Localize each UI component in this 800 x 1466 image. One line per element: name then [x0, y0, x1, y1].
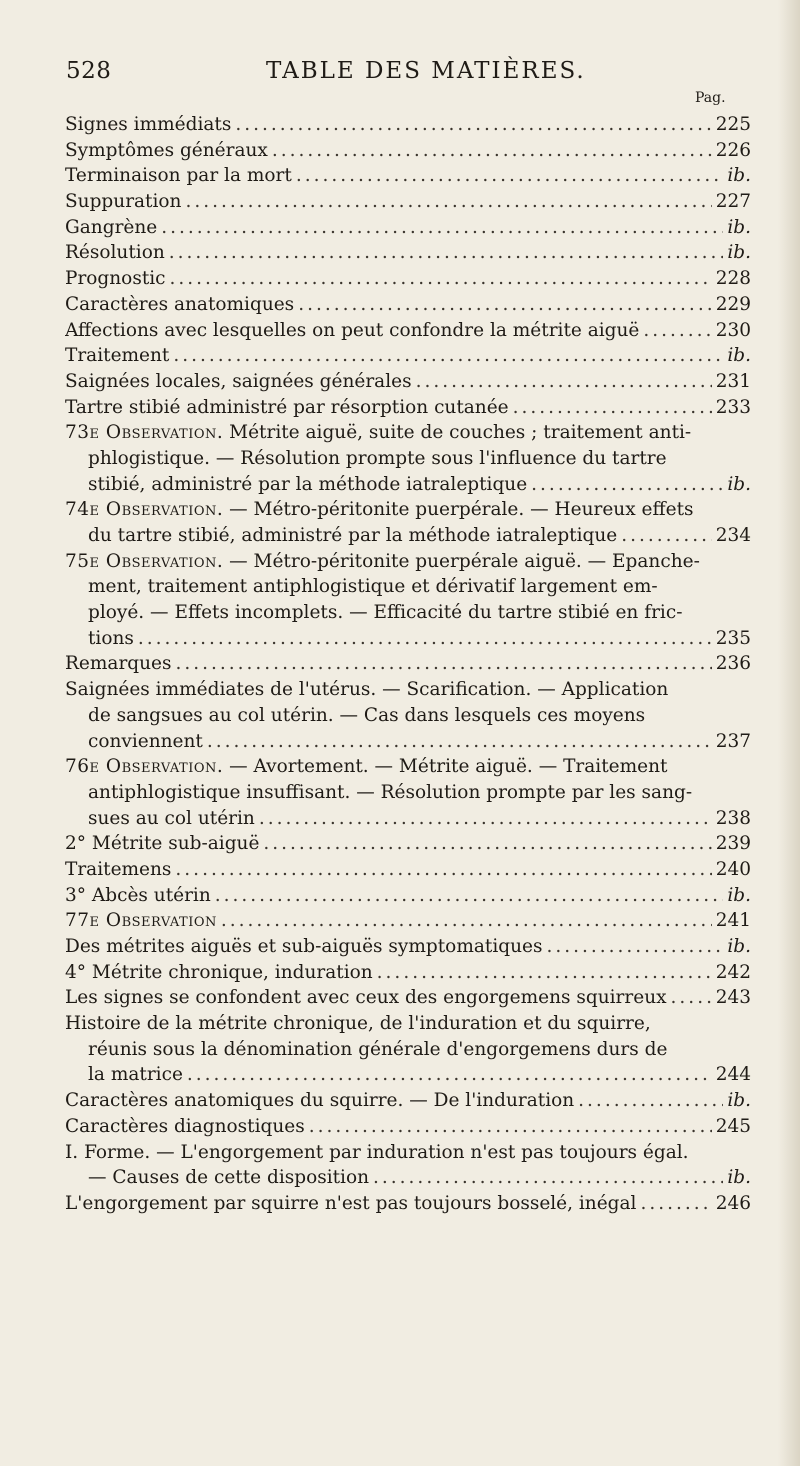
- toc-line: [65, 472, 751, 498]
- toc-line: [65, 677, 751, 703]
- page-ref: 231: [715, 370, 751, 392]
- entry-line-text: 3° Abcès utérin: [65, 884, 211, 906]
- entry-line-text: — Avortement. — Métrite aiguë. — Traitement: [223, 756, 668, 778]
- toc-line: [65, 343, 751, 369]
- observation-label: 75e Observation.: [65, 550, 224, 572]
- toc-line: [65, 1140, 751, 1166]
- toc-entry: [65, 395, 751, 421]
- entry-line-text: sues au col utérin: [88, 807, 255, 829]
- toc-line: [65, 600, 751, 626]
- entry-text: [65, 677, 668, 703]
- toc-entry: [65, 343, 751, 369]
- entry-line-text: Suppuration: [65, 191, 182, 213]
- entry-line-text: Saignées locales, saignées générales: [65, 370, 412, 392]
- entry-text: [65, 831, 259, 857]
- toc-line: [65, 626, 751, 652]
- dot-leader: [185, 189, 711, 215]
- toc-entry: [65, 215, 751, 241]
- toc-line: [65, 138, 751, 164]
- toc-line: [65, 189, 751, 215]
- entry-text: [88, 626, 134, 652]
- toc-line: [65, 703, 751, 729]
- entry-text: [65, 292, 294, 318]
- entry-text: [88, 1037, 667, 1063]
- toc-line: [65, 163, 751, 189]
- entry-text: [88, 472, 527, 498]
- entry-line-text: Signes immédiats: [65, 114, 232, 135]
- page-ref: ib.: [727, 345, 751, 367]
- entry-line-text: Métrite aiguë, suite de couches ; traitement anti-: [223, 422, 692, 444]
- page-ref: 226: [715, 139, 751, 161]
- entry-text: [65, 112, 231, 138]
- dot-leader: [640, 1191, 711, 1217]
- entry-line-text: 4° Métrite chronique, induration: [65, 961, 373, 983]
- toc-entry: [65, 1114, 751, 1140]
- page-ref: 245: [715, 1115, 751, 1137]
- entry-text: [65, 934, 542, 960]
- entry-text: [65, 343, 169, 369]
- toc-entry: [65, 497, 751, 548]
- toc-entry: [65, 883, 751, 909]
- page-ref: 244: [715, 1064, 751, 1086]
- page-ref: 228: [715, 268, 751, 290]
- entry-text: [88, 780, 692, 806]
- entry-text: [65, 215, 157, 241]
- observation-label: 73e Observation.: [65, 422, 224, 444]
- dot-leader: [296, 163, 723, 189]
- entry-line-text: Gangrène: [65, 216, 158, 238]
- toc-line: [65, 112, 751, 138]
- entry-text: [65, 1011, 651, 1037]
- toc-entry: [65, 960, 751, 986]
- toc-line: [65, 651, 751, 677]
- dot-leader: [546, 934, 723, 960]
- dot-leader: [170, 266, 712, 292]
- entry-line-text: de sangsues au col utérin. — Cas dans lesquels ces moyens: [88, 704, 646, 726]
- dot-leader: [169, 240, 723, 266]
- dot-leader: [187, 1062, 712, 1088]
- page-title: TABLE DES MATIÈRES.: [266, 58, 586, 84]
- page-ref: ib.: [727, 242, 751, 264]
- entry-line-text: Résolution: [65, 242, 165, 264]
- toc-entry: [65, 112, 751, 138]
- dot-leader: [578, 1088, 723, 1114]
- toc-line: [65, 831, 751, 857]
- page-ref: ib.: [727, 884, 751, 906]
- toc-line: [65, 960, 751, 986]
- entry-line-text: Saignées immédiates de l'utérus. — Scarification. — Application: [65, 679, 669, 701]
- toc-list: [65, 112, 751, 1217]
- entry-text: [88, 446, 667, 472]
- page-ref: 225: [715, 114, 751, 135]
- observation-label: 74e Observation.: [65, 499, 224, 521]
- entry-line-text: ment, traitement antiphlogistique et dérivatif largement em-: [88, 576, 658, 598]
- dot-leader: [513, 395, 712, 421]
- entry-line-text: Symptômes généraux: [65, 139, 268, 161]
- dot-leader: [298, 292, 712, 318]
- entry-text: [65, 138, 268, 164]
- dot-leader: [373, 1165, 723, 1191]
- toc-line: [65, 1088, 751, 1114]
- toc-entry: [65, 857, 751, 883]
- entry-text: [65, 857, 171, 883]
- toc-line: [65, 1011, 751, 1037]
- toc-line: [65, 780, 751, 806]
- toc-entry: [65, 266, 751, 292]
- entry-text: [65, 163, 292, 189]
- toc-entry: [65, 985, 751, 1011]
- entry-line-text: Caractères diagnostiques: [65, 1115, 305, 1137]
- toc-entry: [65, 163, 751, 189]
- pag-column-label: Pag.: [695, 90, 726, 106]
- dot-leader: [235, 112, 711, 138]
- entry-text: [65, 985, 667, 1011]
- toc-entry: [65, 831, 751, 857]
- entry-text: [65, 266, 166, 292]
- toc-entry: [65, 189, 751, 215]
- entry-text: [65, 189, 181, 215]
- page-ref: ib.: [727, 165, 751, 187]
- entry-text: [65, 369, 412, 395]
- toc-entry: [65, 420, 751, 497]
- toc-entry: [65, 1191, 751, 1217]
- toc-line: [65, 369, 751, 395]
- entry-line-text: L'engorgement par squirre n'est pas toujours bosselé, inégal: [65, 1192, 637, 1214]
- toc-line: [65, 395, 751, 421]
- toc-line: [65, 857, 751, 883]
- entry-line-text: ployé. — Effets incomplets. — Efficacité du tartre stibié en fric-: [88, 602, 683, 624]
- toc-entry: [65, 1011, 751, 1088]
- page-header: [66, 58, 746, 88]
- page-ref: 238: [715, 807, 751, 829]
- toc-entry: [65, 292, 751, 318]
- entry-text: [65, 960, 373, 986]
- page-edge-shadow: [778, 0, 800, 1466]
- toc-entry: [65, 754, 751, 831]
- entry-line-text: — Métro-péritonite puerpérale. — Heureux effets: [223, 499, 694, 521]
- page-number: 528: [66, 58, 112, 84]
- dot-leader: [221, 908, 712, 934]
- entry-text: [88, 1062, 183, 1088]
- page-ref: ib.: [727, 1090, 751, 1112]
- entry-line-text: Remarques: [65, 653, 172, 675]
- page-ref: 243: [715, 987, 751, 1009]
- toc-entry: [65, 934, 751, 960]
- observation-label: 76e Observation.: [65, 756, 224, 778]
- entry-text: [65, 651, 172, 677]
- entry-line-text: I. Forme. — L'engorgement par induration n'est pas toujours égal.: [65, 1141, 689, 1163]
- page-ref: 235: [715, 627, 751, 649]
- toc-entry: [65, 1088, 751, 1114]
- page-ref: 230: [715, 319, 751, 341]
- toc-entry: [65, 369, 751, 395]
- toc-line: [65, 1191, 751, 1217]
- entry-text: [88, 574, 658, 600]
- toc-entry: [65, 651, 751, 677]
- entry-line-text: Terminaison par la mort: [65, 165, 292, 187]
- page-ref: 246: [715, 1192, 751, 1214]
- entry-text: [65, 1088, 574, 1114]
- toc-line: [65, 420, 751, 446]
- entry-line-text: phlogistique. — Résolution prompte sous l'influence du tartre: [88, 447, 667, 469]
- entry-line-text: — Causes de cette disposition: [88, 1167, 370, 1189]
- entry-text: [88, 523, 617, 549]
- entry-text: [65, 318, 639, 344]
- toc-line: [65, 1165, 751, 1191]
- toc-entry: [65, 1140, 751, 1191]
- entry-line-text: Prognostic: [65, 268, 166, 290]
- entry-text: [88, 600, 682, 626]
- dot-leader: [377, 960, 712, 986]
- entry-text: [88, 806, 255, 832]
- entry-line-text: du tartre stibié, administré par la méthode iatraleptique: [88, 525, 618, 546]
- entry-line-text: — Métro-péritonite puerpérale aiguë. — Epanche-: [223, 550, 700, 572]
- toc-entry: [65, 908, 751, 934]
- toc-entry: [65, 138, 751, 164]
- toc-line: [65, 908, 751, 934]
- toc-line: [65, 985, 751, 1011]
- entry-line-text: Affections avec lesquelles on peut confondre la métrite aiguë: [65, 319, 640, 341]
- entry-line-text: stibié, administré par la méthode iatraleptique: [88, 473, 528, 495]
- observation-label: 77e Observation: [65, 910, 217, 932]
- entry-text: [88, 729, 203, 755]
- dot-leader: [176, 651, 712, 677]
- toc-line: [65, 1114, 751, 1140]
- toc-line: [65, 318, 751, 344]
- toc-line: [65, 806, 751, 832]
- dot-leader: [259, 806, 712, 832]
- entry-text: [65, 1114, 305, 1140]
- dot-leader: [175, 857, 711, 883]
- toc-line: [65, 1062, 751, 1088]
- entry-text: [65, 754, 667, 780]
- page-ref: ib.: [727, 473, 751, 495]
- dot-leader: [309, 1114, 712, 1140]
- entry-line-text: conviennent: [88, 730, 203, 752]
- entry-line-text: Tartre stibié administré par résorption cutanée: [65, 396, 509, 418]
- toc-line: [65, 266, 751, 292]
- toc-line: [65, 883, 751, 909]
- page-ref: 229: [715, 293, 751, 315]
- toc-line: [65, 934, 751, 960]
- entry-line-text: antiphlogistique insuffisant. — Résolution prompte par les sang-: [88, 781, 693, 803]
- dot-leader: [671, 985, 712, 1011]
- dot-leader: [138, 626, 712, 652]
- entry-text: [65, 1191, 636, 1217]
- entry-text: [65, 420, 691, 446]
- page-ref: ib.: [727, 216, 751, 238]
- toc-line: [65, 1037, 751, 1063]
- toc-line: [65, 446, 751, 472]
- dot-leader: [416, 369, 712, 395]
- entry-line-text: Des métrites aiguës et sub-aiguës symptomatiques: [65, 936, 543, 957]
- page-ref: 227: [715, 191, 751, 213]
- toc-line: [65, 729, 751, 755]
- toc-entry: [65, 549, 751, 652]
- toc-entry: [65, 318, 751, 344]
- dot-leader: [207, 729, 712, 755]
- entry-text: [65, 240, 165, 266]
- entry-text: [65, 497, 694, 523]
- dot-leader: [173, 343, 723, 369]
- page-ref: 242: [715, 961, 751, 983]
- page-ref: 239: [715, 833, 751, 855]
- page-ref: 233: [715, 396, 751, 418]
- entry-line-text: 2° Métrite sub-aiguë: [65, 833, 260, 855]
- entry-line-text: Histoire de la métrite chronique, de l'induration et du squirre,: [65, 1013, 651, 1035]
- entry-line-text: la matrice: [88, 1064, 183, 1086]
- page-ref: 236: [715, 653, 751, 675]
- entry-text: [65, 883, 211, 909]
- entry-text: [65, 908, 217, 934]
- entry-line-text: Traitement: [65, 345, 170, 367]
- toc-line: [65, 215, 751, 241]
- toc-entry: [65, 677, 751, 754]
- entry-line-text: Les signes se confondent avec ceux des engorgemens squirreux: [65, 987, 667, 1009]
- entry-line-text: Traitemens: [65, 858, 172, 880]
- dot-leader: [272, 138, 712, 164]
- dot-leader: [263, 831, 711, 857]
- entry-text: [65, 549, 700, 575]
- dot-leader: [531, 472, 723, 498]
- toc-line: [65, 574, 751, 600]
- entry-line-text: réunis sous la dénomination générale d'engorgemens durs de: [88, 1038, 668, 1060]
- dot-leader: [643, 318, 711, 344]
- page-ref: 234: [715, 525, 751, 546]
- entry-text: [65, 395, 509, 421]
- toc-line: [65, 754, 751, 780]
- entry-line-text: Caractères anatomiques: [65, 293, 295, 315]
- toc-line: [65, 497, 751, 523]
- toc-entry: [65, 240, 751, 266]
- dot-leader: [161, 215, 723, 241]
- page-ref: 240: [715, 858, 751, 880]
- toc-line: [65, 240, 751, 266]
- dot-leader: [621, 523, 711, 549]
- page-ref: ib.: [727, 1167, 751, 1189]
- entry-text: [88, 1165, 369, 1191]
- toc-line: [65, 549, 751, 575]
- entry-text: [88, 703, 645, 729]
- dot-leader: [215, 883, 723, 909]
- entry-line-text: tions: [88, 627, 134, 649]
- toc-line: [65, 523, 751, 549]
- page-ref: 241: [715, 910, 751, 932]
- page-ref: 237: [715, 730, 751, 752]
- entry-line-text: Caractères anatomiques du squirre. — De l'induration: [65, 1090, 575, 1112]
- page-ref: ib.: [727, 936, 751, 957]
- entry-text: [65, 1140, 689, 1166]
- toc-line: [65, 292, 751, 318]
